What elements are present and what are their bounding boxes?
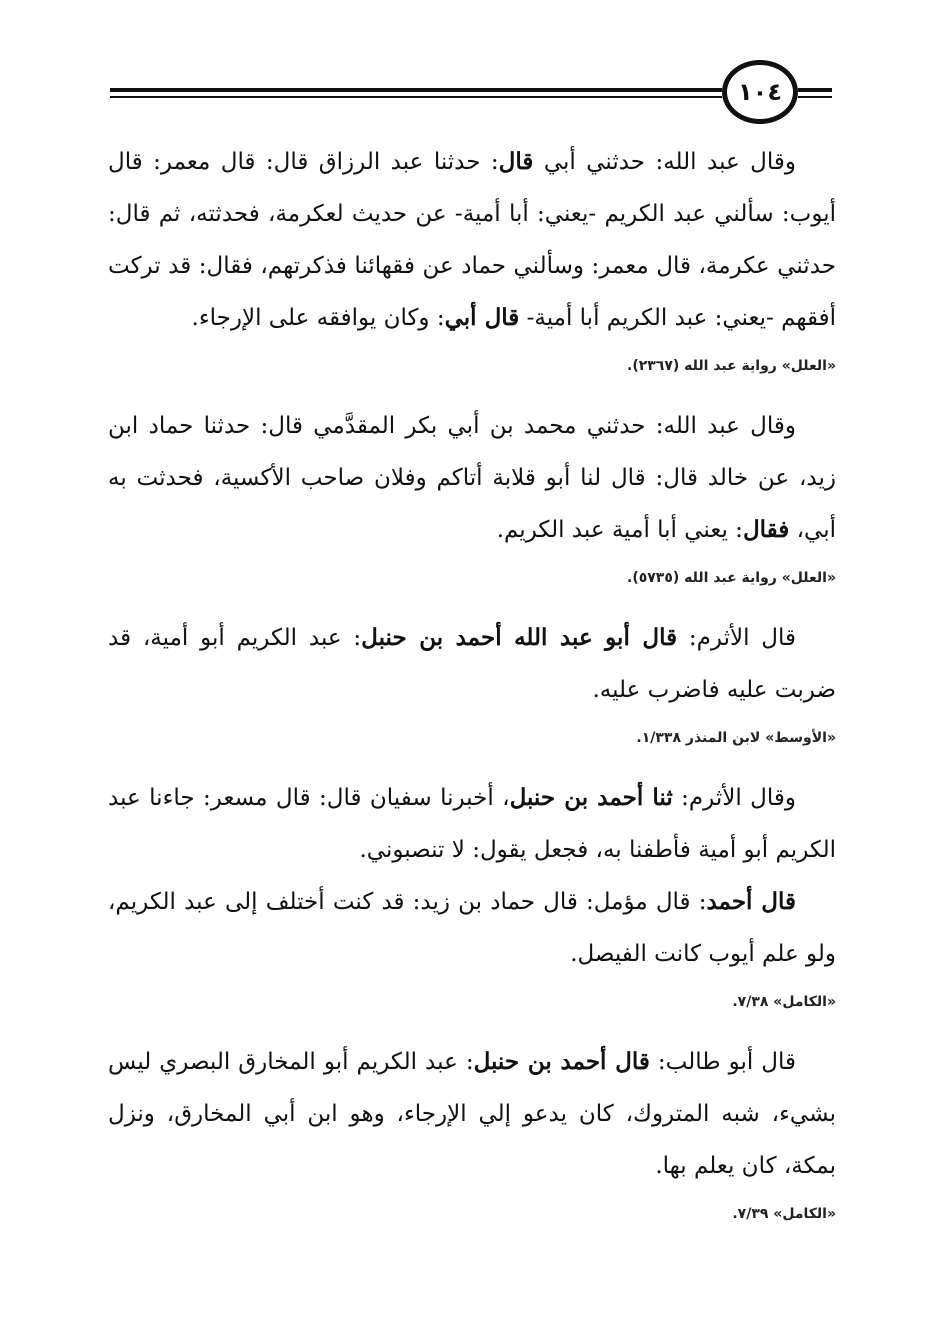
text-segment: وقال عبد الله: حدثني محمد بن أبي بكر المقدَّمي قال: حدثنا حماد ابن زيد، عن خالد قال: قال لنا أبو قلابة أتاكم وفلان صاحب الأكسية، فحدثت به أبي، — [108, 413, 836, 543]
body-paragraph — [108, 136, 836, 344]
body-paragraph — [108, 400, 836, 556]
text-segment: وقال عبد الله: حدثني أبي — [533, 149, 796, 175]
text-segment: قال أبو طالب: — [649, 1049, 796, 1075]
text-segment: : قال مؤمل: قال حماد بن زيد: قد كنت أختلف إلى عبد الكريم، ولو علم أيوب كانت الفيصل. — [108, 889, 836, 967]
source-citation: «العلل» رواية عبد الله (٢٣٦٧). — [627, 358, 836, 374]
text-segment: : حدثنا عبد الرزاق قال: قال معمر: قال أيوب: سألني عبد الكريم -يعني: أبا أمية- عن حديث لعكرمة، فحدثته، ثم قال: حدثني عكرمة، قال معمر: وسألني حماد عن فقهائنا فذكرتهم، فقال: قد تركت أفقهم -يعني: عبد الكريم أبا أمية- — [108, 149, 836, 331]
body-paragraph — [108, 876, 836, 980]
body-paragraph — [108, 772, 836, 876]
text-segment: : عبد الكريم أبو المخارق البصري ليس بشيء، شبه المتروك، كان يدعو إلي الإرجاء، وهو ابن أبي المخارق، ونزل بمكة، كان يعلم بها. — [108, 1049, 836, 1179]
page-content — [108, 136, 836, 1248]
bold-segment: قال أبو عبد الله أحمد بن حنبل — [361, 624, 678, 651]
text-segment: : وكان يوافقه على الإرجاء. — [191, 305, 445, 331]
source-citation: «العلل» رواية عبد الله (٥٧٣٥). — [627, 570, 836, 586]
header-rule-thick — [110, 88, 722, 92]
header-rule-right-thick — [798, 88, 832, 92]
source-citation: «الكامل» ٧/٣٩. — [732, 1206, 836, 1222]
source-citation: «الكامل» ٧/٣٨. — [732, 994, 836, 1010]
text-segment: ، أخبرنا سفيان قال: قال مسعر: جاءنا عبد الكريم أبو أمية فأطفنا به، فجعل يقول: لا تنصبوني. — [108, 785, 836, 863]
bold-segment: قال أحمد بن حنبل — [473, 1048, 650, 1075]
page-header — [110, 58, 832, 128]
bold-segment: قال أحمد — [706, 888, 796, 915]
header-rule-thin — [110, 96, 722, 98]
text-segment: : يعني أبا أمية عبد الكريم. — [496, 517, 743, 543]
page-number: ١٠٤ — [722, 60, 798, 124]
text-segment: قال الأثرم: — [677, 625, 796, 651]
body-paragraph — [108, 612, 836, 716]
text-segment: : عبد الكريم أبو أمية، قد ضربت عليه فاضرب عليه. — [108, 625, 836, 703]
source-citation: «الأوسط» لابن المنذر ١/٣٣٨. — [636, 730, 836, 746]
bold-segment: ثنا أحمد بن حنبل — [509, 784, 673, 811]
bold-segment: قال — [498, 148, 534, 175]
header-rule-right-thin — [798, 96, 832, 98]
text-segment: وقال الأثرم: — [672, 785, 796, 811]
body-paragraph — [108, 1036, 836, 1192]
bold-segment: قال أبي — [444, 304, 520, 331]
bold-segment: فقال — [742, 516, 790, 543]
